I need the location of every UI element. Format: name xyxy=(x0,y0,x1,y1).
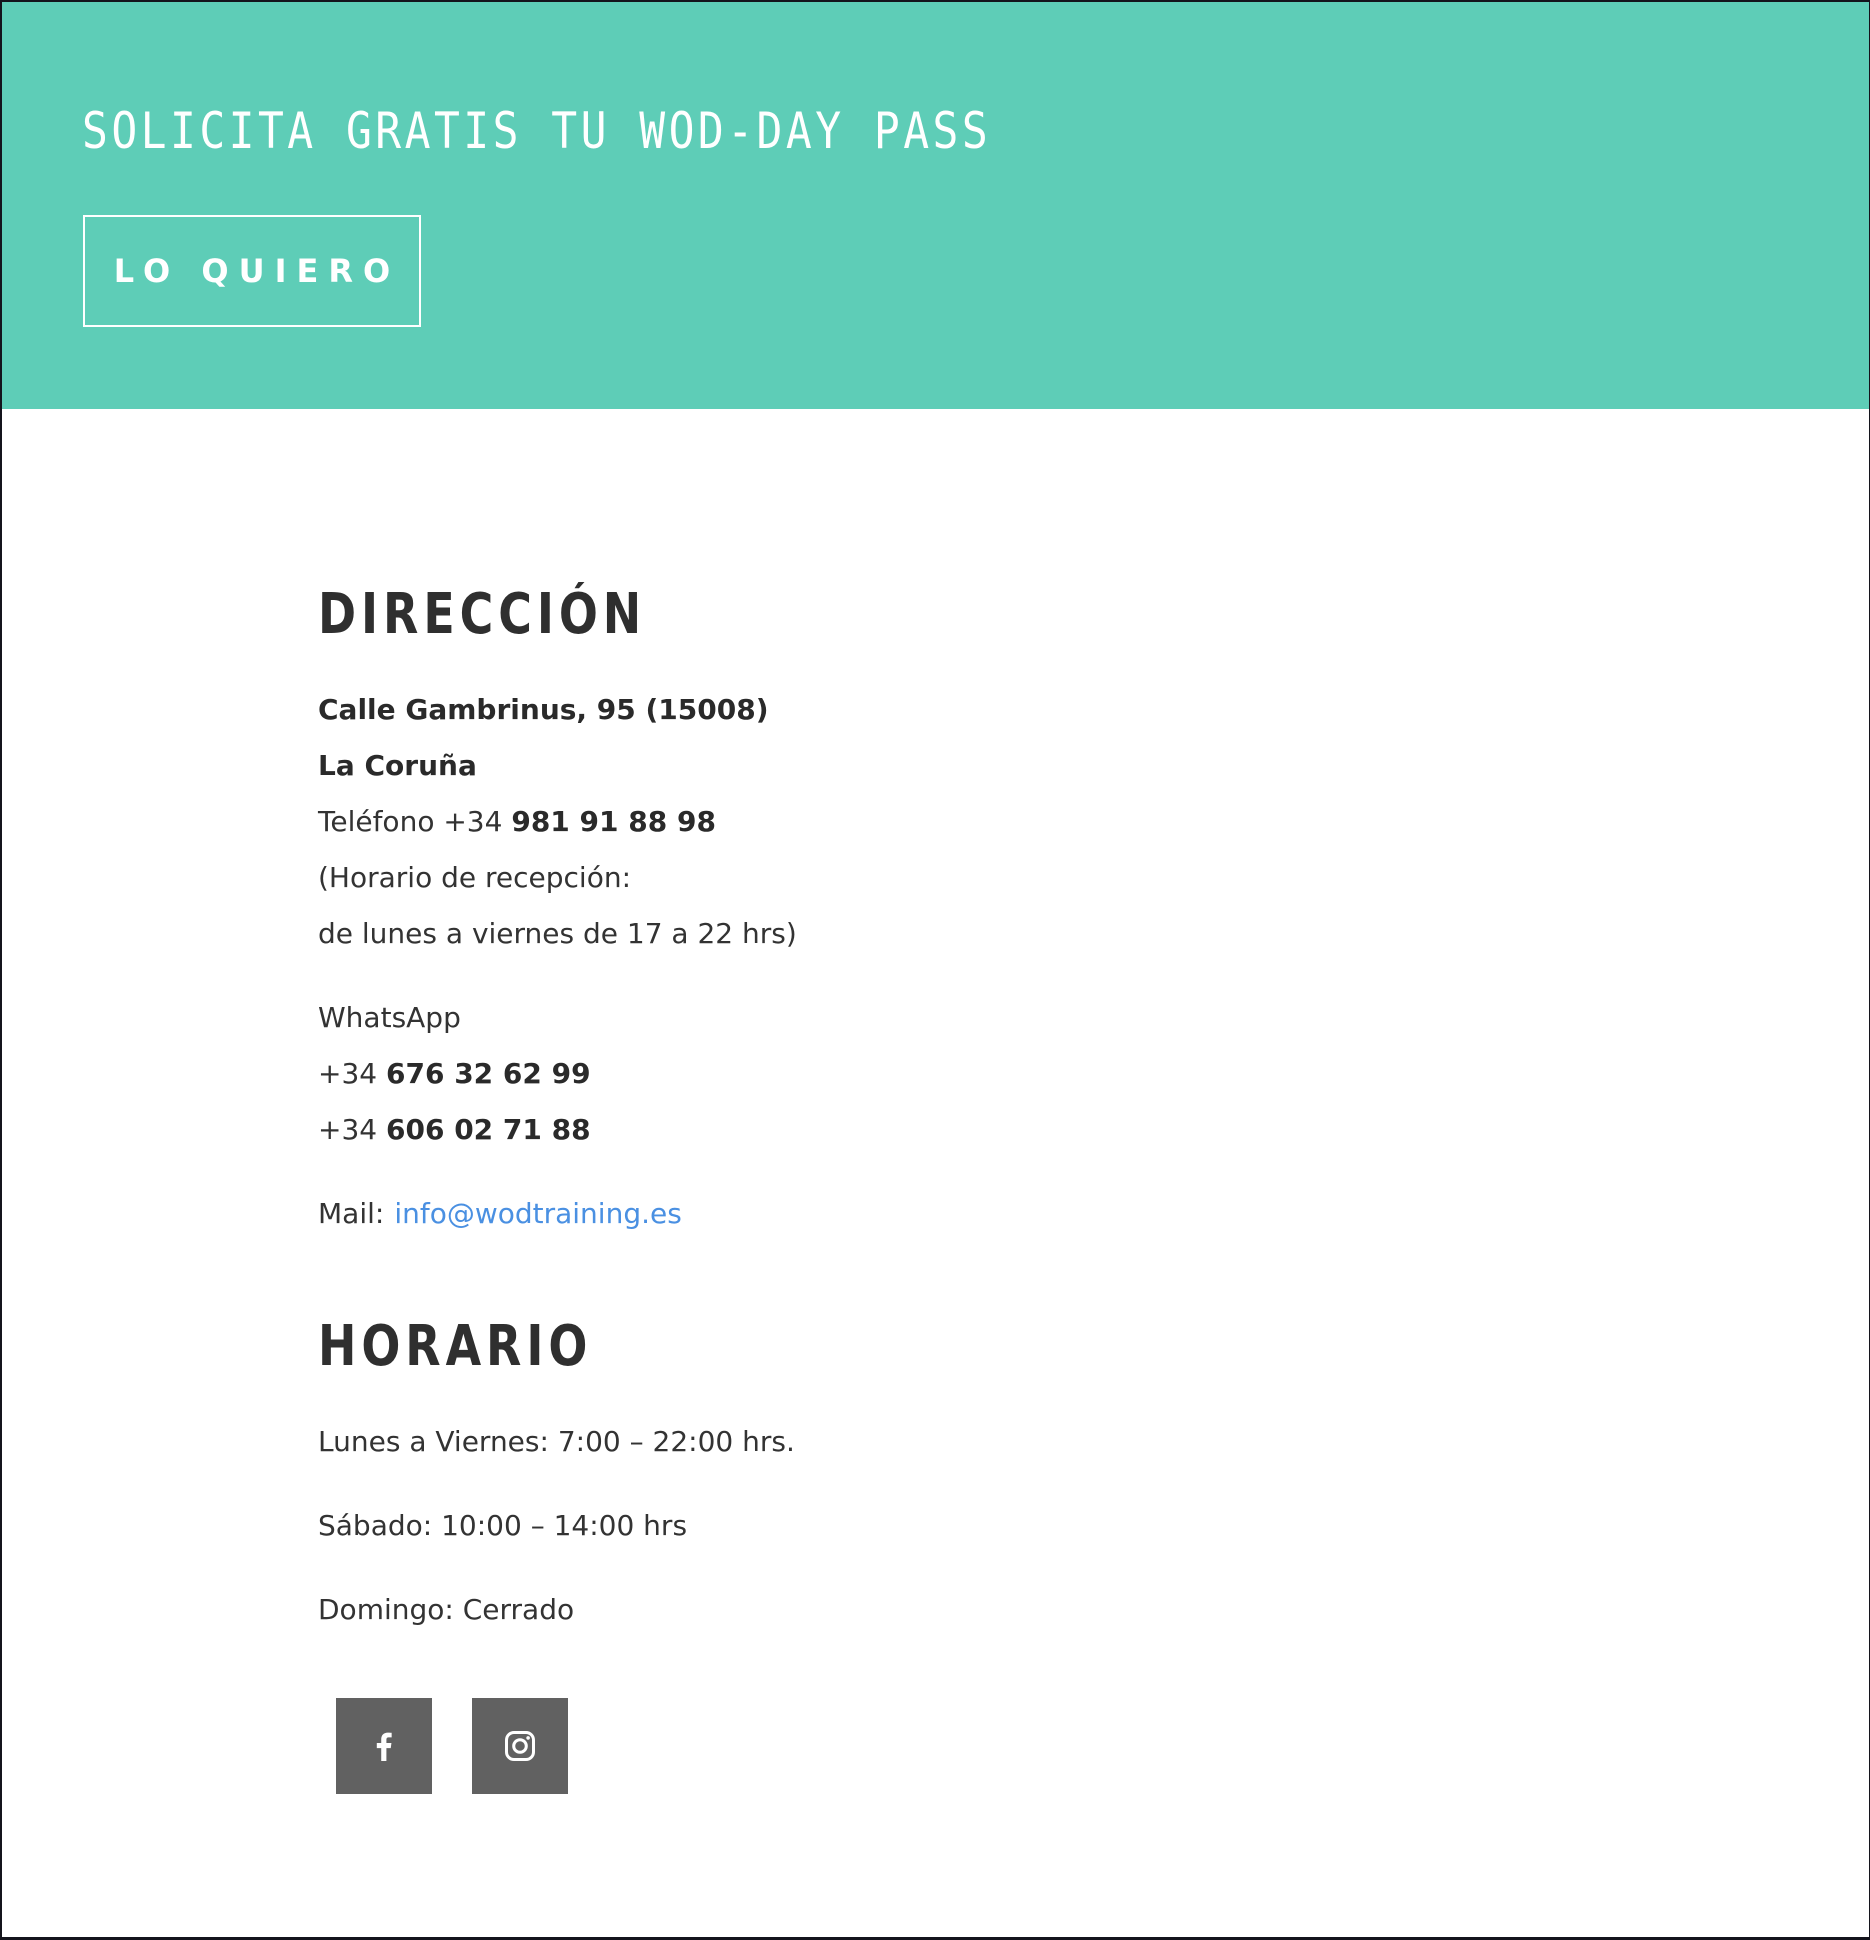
mail-label: Mail: xyxy=(318,1197,385,1230)
page xyxy=(2,2,1869,1937)
city-text: La Coruña xyxy=(318,749,477,782)
street-text: Calle Gambrinus, 95 (15008) xyxy=(318,693,769,726)
phone-line xyxy=(318,802,716,842)
whatsapp-number: 676 32 62 99 xyxy=(386,1057,591,1090)
instagram-button[interactable] xyxy=(472,1698,568,1794)
whatsapp-number: 606 02 71 88 xyxy=(386,1113,591,1146)
schedule-weekdays: Lunes a Viernes: 7:00 – 22:00 hrs. xyxy=(318,1425,795,1458)
reception-hours-line-2: de lunes a viernes de 17 a 22 hrs) xyxy=(318,917,797,950)
schedule-saturday: Sábado: 10:00 – 14:00 hrs xyxy=(318,1509,688,1542)
schedule-heading: HORARIO xyxy=(318,1314,593,1379)
address-city xyxy=(318,746,477,786)
cta-title: SOLICITA GRATIS TU WOD-DAY PASS xyxy=(82,102,992,160)
instagram-icon xyxy=(502,1728,538,1764)
whatsapp-label: WhatsApp xyxy=(318,1001,461,1034)
mail-line xyxy=(318,1194,682,1234)
address-street xyxy=(318,690,769,730)
phone-number: 981 91 88 98 xyxy=(511,805,716,838)
address-heading: DIRECCIÓN xyxy=(318,582,647,647)
lo-quiero-button[interactable]: LO QUIERO xyxy=(83,215,421,327)
whatsapp-prefix: +34 xyxy=(318,1057,386,1090)
whatsapp-number-2 xyxy=(318,1110,591,1150)
phone-label: Teléfono +34 xyxy=(318,805,512,838)
email-link[interactable]: info@wodtraining.es xyxy=(394,1197,682,1230)
facebook-button[interactable] xyxy=(336,1698,432,1794)
cta-banner xyxy=(2,2,1869,409)
schedule-sunday: Domingo: Cerrado xyxy=(318,1593,575,1626)
whatsapp-prefix: +34 xyxy=(318,1113,386,1146)
whatsapp-number-1 xyxy=(318,1054,591,1094)
reception-hours-line-1: (Horario de recepción: xyxy=(318,861,632,894)
facebook-icon xyxy=(366,1728,402,1764)
